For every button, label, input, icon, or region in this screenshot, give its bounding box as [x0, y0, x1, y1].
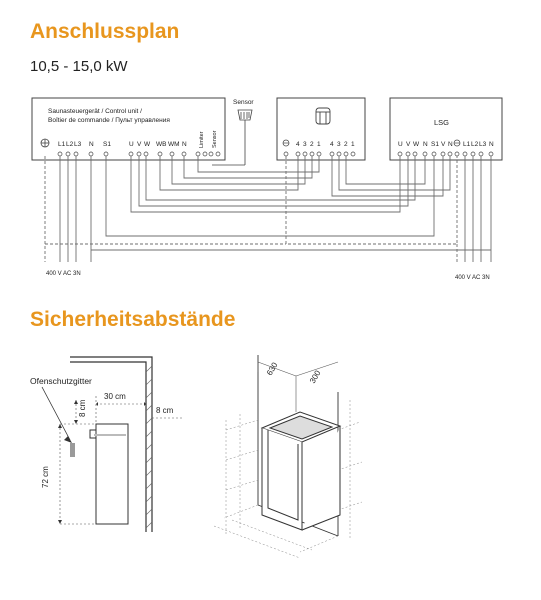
terminal-V: V	[137, 141, 142, 148]
terminal-WM: WM	[168, 141, 180, 148]
heater-terminal-3b: 3	[337, 141, 341, 148]
supply-label-right: 400 V AC 3N	[455, 275, 490, 281]
lsg-terminal-N: N	[423, 141, 428, 148]
power-range: 10,5 - 15,0 kW	[30, 58, 128, 75]
terminal-S1: S1	[103, 141, 111, 148]
heater-terminal-4a: 4	[296, 141, 300, 148]
control-unit-title-1: Saunasteuergerät / Control unit /	[48, 108, 142, 115]
guard-marker	[70, 443, 75, 457]
terminal-WB: WB	[156, 141, 167, 148]
lsg-terminal-N2: N	[448, 141, 453, 148]
lsg-box	[390, 98, 502, 160]
dim-side-width: 30 cm	[104, 392, 126, 401]
heater-terminal-2a: 2	[310, 141, 314, 148]
lsg-terminal-U: U	[398, 141, 403, 148]
heater-icon	[316, 108, 330, 124]
sensor-label: Sensor	[233, 99, 254, 106]
lsg-terminal-N3: N	[489, 141, 494, 148]
dim-top: 8 cm	[78, 399, 87, 417]
lsg-terminal-L2: L2	[471, 141, 479, 148]
terminal-L2: L2	[66, 141, 74, 148]
heater-terminal-1b: 1	[351, 141, 355, 148]
heater-terminal-1a: 1	[317, 141, 321, 148]
heater-box	[277, 98, 365, 160]
terminal-N2: N	[182, 141, 187, 148]
heater-terminal-4b: 4	[330, 141, 334, 148]
guard-label: Ofenschutzgitter	[30, 376, 92, 386]
terminal-W: W	[144, 141, 151, 148]
terminal-N: N	[89, 141, 94, 148]
clearance-diagram	[0, 345, 541, 595]
lsg-terminal-W: W	[413, 141, 420, 148]
lsg-label: LSG	[434, 118, 450, 127]
iso-width: 630	[264, 360, 280, 377]
wall-hatching	[146, 366, 152, 528]
heater-terminal-2b: 2	[344, 141, 348, 148]
guard-pointer	[42, 387, 70, 440]
heater-terminal-3a: 3	[303, 141, 307, 148]
wires	[45, 156, 491, 262]
supply-label-left: 400 V AC 3N	[46, 271, 81, 277]
lsg-terminal-L1: L1	[463, 141, 471, 148]
label-limiter: Limiter	[199, 131, 205, 148]
lsg-terminal-S1: S1	[431, 141, 439, 148]
control-unit-title-2: Boîtier de commande / Пульт управления	[48, 117, 170, 124]
terminal-L3: L3	[74, 141, 82, 148]
heading-safety: Sicherheitsabstände	[30, 308, 236, 331]
iso-depth: 300	[307, 368, 323, 385]
heater-side-view	[90, 424, 128, 524]
earth-icon	[41, 139, 49, 147]
iso-heater	[262, 412, 340, 530]
terminal-L1: L1	[58, 141, 66, 148]
wiring-diagram	[0, 88, 541, 298]
heading-connection-plan: Anschlussplan	[30, 20, 180, 43]
dim-height: 72 cm	[41, 466, 50, 488]
terminal-U: U	[129, 141, 134, 148]
lsg-terminal-L3: L3	[479, 141, 487, 148]
lsg-terminal-V2: V	[441, 141, 446, 148]
lsg-terminal-V: V	[406, 141, 411, 148]
label-sensor-terminal: Sensor	[212, 130, 218, 148]
dim-wall: 8 cm	[156, 406, 174, 415]
